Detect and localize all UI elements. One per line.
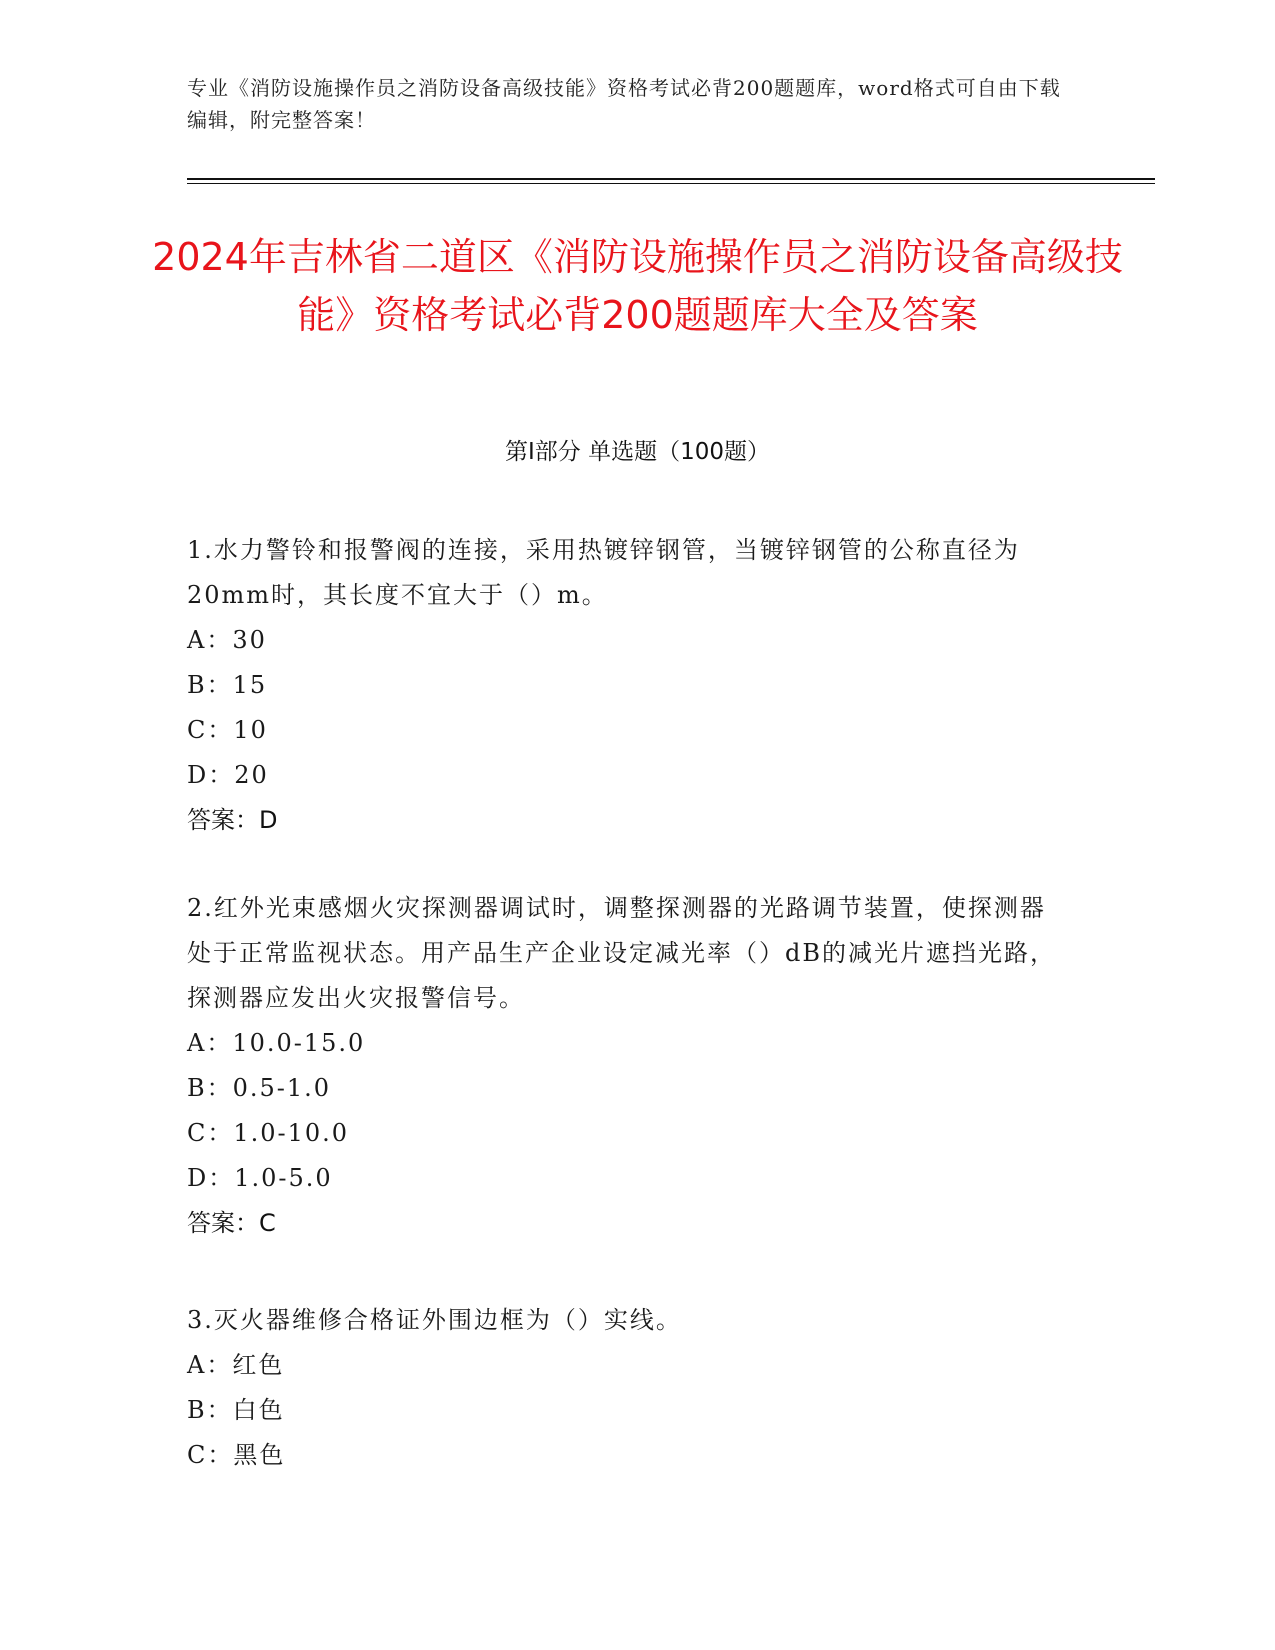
option-d: D：20 [187,761,269,789]
header-rule-thick [187,178,1155,180]
option-c: C：1.0-10.0 [187,1119,350,1147]
question-stem: 2.红外光束感烟火灾探测器调试时，调整探测器的光路调节装置，使探测器处于正常监视状态。用产品生产企业设定减光率（）dB的减光片遮挡光路，探测器应发出火灾报警信号。 [187,894,1056,1012]
answer: 答案：D [187,806,278,834]
option-b: B：白色 [187,1396,285,1424]
header-rule-thin [187,183,1155,184]
section-title: 第I部分 单选题（100题） [505,439,770,465]
question-2 [187,886,1067,1246]
option-a: A：10.0-15.0 [187,1029,366,1057]
question-3 [187,1298,1067,1478]
option-b: B：0.5-1.0 [187,1074,332,1102]
option-c: C：10 [187,716,268,744]
header-note: 专业《消防设施操作员之消防设备高级技能》资格考试必背200题题库，word格式可自由下载编辑，附完整答案！ [187,76,1061,132]
question-stem: 1.水力警铃和报警阀的连接，采用热镀锌钢管，当镀锌钢管的公称直径为20mm时，其长度不宜大于（）m。 [187,536,1020,609]
option-b: B：15 [187,671,268,699]
option-c: C：黑色 [187,1441,286,1469]
option-a: A：30 [187,626,267,654]
question-1 [187,528,1067,843]
option-d: D：1.0-5.0 [187,1164,333,1192]
answer: 答案：C [187,1209,276,1237]
option-a: A：红色 [187,1351,285,1379]
question-stem: 3.灭火器维修合格证外围边框为（）实线。 [187,1306,682,1334]
document-title: 2024年吉林省二道区《消防设施操作员之消防设备高级技能》资格考试必背200题题库大全及答案 [152,235,1123,337]
